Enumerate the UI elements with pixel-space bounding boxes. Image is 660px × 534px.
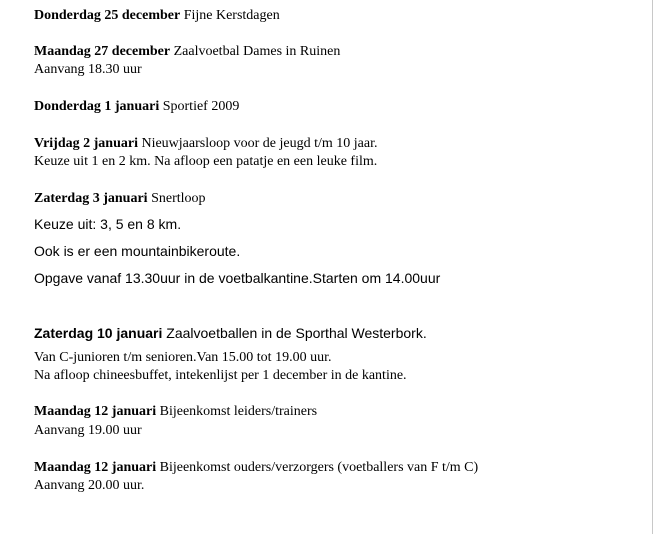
event-date: Maandag 12 januari <box>34 404 157 419</box>
event-date: Zaterdag 3 januari <box>34 191 148 206</box>
event-heading <box>34 43 340 61</box>
event-date: Zaterdag 10 januari <box>34 325 163 341</box>
event-date: Donderdag 25 december <box>34 8 181 23</box>
event-date: Maandag 12 januari <box>34 460 157 475</box>
event-detail: Keuze uit: 3, 5 en 8 km. <box>34 216 182 232</box>
event-heading <box>34 98 239 116</box>
event-detail: Aanvang 20.00 uur. <box>34 478 145 493</box>
event-date: Donderdag 1 januari <box>34 99 160 114</box>
event-title: Fijne Kerstdagen <box>180 8 280 23</box>
event-title: Sportief 2009 <box>159 99 240 114</box>
event-heading <box>34 403 317 421</box>
event-detail: Aanvang 18.30 uur <box>34 62 142 77</box>
event-title: Zaalvoetballen in de Sporthal Westerbork. <box>162 325 427 341</box>
event-heading <box>34 324 427 342</box>
event-date: Maandag 27 december <box>34 44 171 59</box>
event-heading <box>34 190 206 208</box>
page-edge-divider <box>652 0 653 534</box>
event-detail: Aanvang 19.00 uur <box>34 423 142 438</box>
event-title: Snertloop <box>147 191 206 206</box>
event-title: Bijeenkomst ouders/verzorgers (voetballers van F t/m C) <box>156 460 479 475</box>
event-detail: Na afloop chineesbuffet, intekenlijst per 1 december in de kantine. <box>34 368 407 383</box>
event-heading <box>34 7 280 25</box>
event-detail: Van C-junioren t/m senioren.Van 15.00 tot 19.00 uur. <box>34 350 332 365</box>
event-title: Nieuwjaarsloop voor de jeugd t/m 10 jaar. <box>137 136 378 151</box>
event-detail: Opgave vanaf 13.30uur in de voetbalkantine.Starten om 14.00uur <box>34 270 441 286</box>
event-date: Vrijdag 2 januari <box>34 136 138 151</box>
agenda-document <box>34 0 654 534</box>
event-heading <box>34 135 377 153</box>
event-title: Zaalvoetbal Dames in Ruinen <box>170 44 341 59</box>
event-detail: Ook is er een mountainbikeroute. <box>34 243 241 259</box>
event-title: Bijeenkomst leiders/trainers <box>156 404 318 419</box>
event-heading <box>34 459 478 477</box>
event-detail: Keuze uit 1 en 2 km. Na afloop een patatje en een leuke film. <box>34 154 378 169</box>
